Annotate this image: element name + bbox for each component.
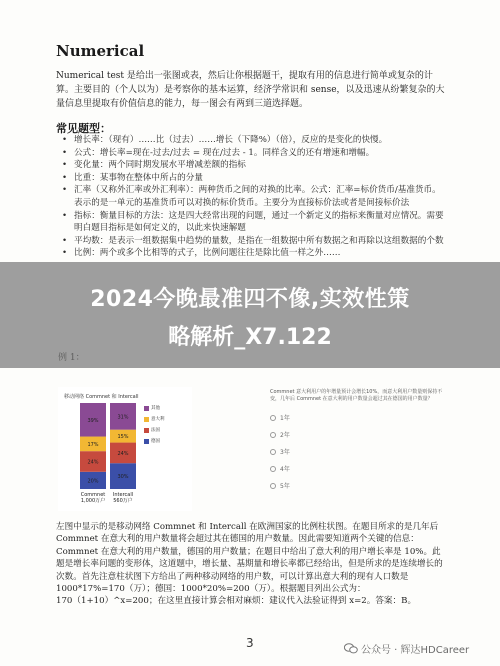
bullet-icon: • xyxy=(62,160,68,171)
bullet-icon: • xyxy=(62,135,68,145)
banner-headline-line1: 2024今晚最准四不像,实效性策 xyxy=(90,287,410,312)
overlay-banner xyxy=(0,262,500,368)
question-panel xyxy=(270,389,450,507)
list-item: • 汇率（又称外汇率或外汇利率）：两种货币之间的对换的比率。公式：汇率=标价货币/基准货币。表示的是一单元的基准货币可以对换的标价货币。主要分为直接标价法或者是间接标价法 xyxy=(62,185,441,208)
bullet-icon: • xyxy=(62,172,68,183)
answer-option-2[interactable]: 2年 xyxy=(270,426,450,443)
section-subheading: 常见题型： xyxy=(56,122,111,135)
chart-title: 移动网络 Commnet 和 Intercall xyxy=(64,394,139,400)
answer-option-5[interactable]: 5年 xyxy=(270,477,450,494)
radio-icon[interactable] xyxy=(270,466,276,472)
legend-item: 法国 xyxy=(144,427,165,433)
question-type-list xyxy=(62,134,448,260)
bullet-icon: • xyxy=(62,248,68,259)
answer-option-4[interactable]: 4年 xyxy=(270,460,450,477)
page-number: 3 xyxy=(246,636,254,650)
legend-swatch xyxy=(144,428,149,433)
chart-svg xyxy=(58,387,192,511)
bullet-icon: • xyxy=(62,235,68,246)
legend-item: 其他 xyxy=(144,405,165,411)
radio-icon[interactable] xyxy=(270,483,276,489)
data-label: 24% xyxy=(87,459,99,466)
bullet-icon: • xyxy=(62,147,68,158)
data-label: 17% xyxy=(87,441,99,448)
data-label: 20% xyxy=(87,478,99,485)
data-label: 24% xyxy=(117,450,129,457)
x-tick-label: Commnet xyxy=(80,492,106,498)
question-text: Commnet 意大利用户的年增量预计会增长10%，而意大利用户数量则保持不变，几年后 Commnet 在意大利的用户数量会超过其在德国的用户数量？ xyxy=(270,389,443,402)
radio-icon[interactable] xyxy=(270,415,276,421)
list-item: • 指标：衡量目标的方法：这是四大经常出现的问题，通过一个新定义的指标来衡量对应情况。需要明白题目指标是如何定义的，以此来快速解题 xyxy=(62,210,444,234)
legend-swatch xyxy=(144,439,149,444)
list-item: • 公式：增长率=现在-过去/过去 = 现在/过去 - 1。同样含义的还有增速和增幅。 xyxy=(62,147,375,158)
x-tick-label: 560万户 xyxy=(113,498,133,504)
formula-line: 170（1+10）^x=200；在这里直接计算会相对麻烦：建议代入法验证得到 x=2。答案：B。 xyxy=(56,596,417,607)
answer-option-3[interactable]: 3年 xyxy=(270,443,450,460)
data-label: 39% xyxy=(87,417,99,424)
list-item: • 平均数：是表示一组数据集中趋势的量数，是指在一组数据中所有数据之和再除以这组数据的个数 xyxy=(62,235,444,246)
legend-swatch xyxy=(144,406,149,411)
legend-item: 德国 xyxy=(144,438,165,444)
watermark: 公众号 · 辉达HDCareer xyxy=(344,641,469,656)
intro-paragraph: Numerical test 是给出一张图或表，然后让你根据题干，提取有用的信息进行简单或复杂的计算。主要目的（个人以为）是考察你的基本运算，经济学常识和 sense，以及迅速从纷繁复杂的大量信息里提取有价值信息的能力，每一图会有两到三道选择题。 xyxy=(56,71,445,109)
wechat-icon xyxy=(344,643,358,654)
x-tick-label: Intercall xyxy=(112,492,134,498)
banner-headline-line2: 略解析_X7.122 xyxy=(168,325,332,350)
stacked-bar-chart xyxy=(58,387,192,511)
data-label: 15% xyxy=(117,434,129,441)
data-label: 30% xyxy=(117,474,129,481)
legend-swatch xyxy=(144,417,149,422)
answer-option-1[interactable]: 1年 xyxy=(270,409,450,426)
list-item: • 增长率：（现有）……比（过去）……增长（下降%）（倍），反应的是变化的快慢。 xyxy=(62,135,388,145)
x-tick-label: 1,000万户 xyxy=(80,498,106,504)
legend-item: 意大利 xyxy=(144,416,165,422)
bullet-icon: • xyxy=(62,185,68,196)
data-label: 31% xyxy=(117,414,129,421)
page-heading: Numerical xyxy=(56,42,145,60)
list-item: • 比例：两个或多个比相等的式子，比例问题往往是除比值一样之外…… xyxy=(62,248,341,259)
list-item: • 变化量：两个同时期发展水平增减差额的指标 xyxy=(62,160,246,171)
bullet-icon: • xyxy=(62,210,68,221)
explanation-paragraph: 左图中显示的是移动网络 Commnet 和 Intercall 在欧洲国家的比例柱状图。在题目所求的是几年后 Commnet 在意大利的用户数量将会超过其在德国的用户数量。因此需要知道两个关键的信息：Commnet 在意大利的用户数量，德国的用户数量；在题目中给出了意大利的用户增长率是 10%。此题是增长率问题的变形体，这道题中，增长量、基期量和增长率都已经给出，但是所求的是连续增长的次数。首先注意柱状图下方给出了两种移动网络的用户数，可以计算出意大利的现有人口数是 1000*17%=170（万）；德国：1000*20%=200（万）。根据题目列出公式为： 170（1+10）^x=200；在这里直接计算会相对麻烦：建议代入法验证得到 x=2。答案：B。 xyxy=(56,522,443,607)
chart-legend xyxy=(144,405,165,449)
list-item: • 比重：某事物在整体中所占的分量 xyxy=(62,172,203,183)
radio-icon[interactable] xyxy=(270,449,276,455)
radio-icon[interactable] xyxy=(270,432,276,438)
